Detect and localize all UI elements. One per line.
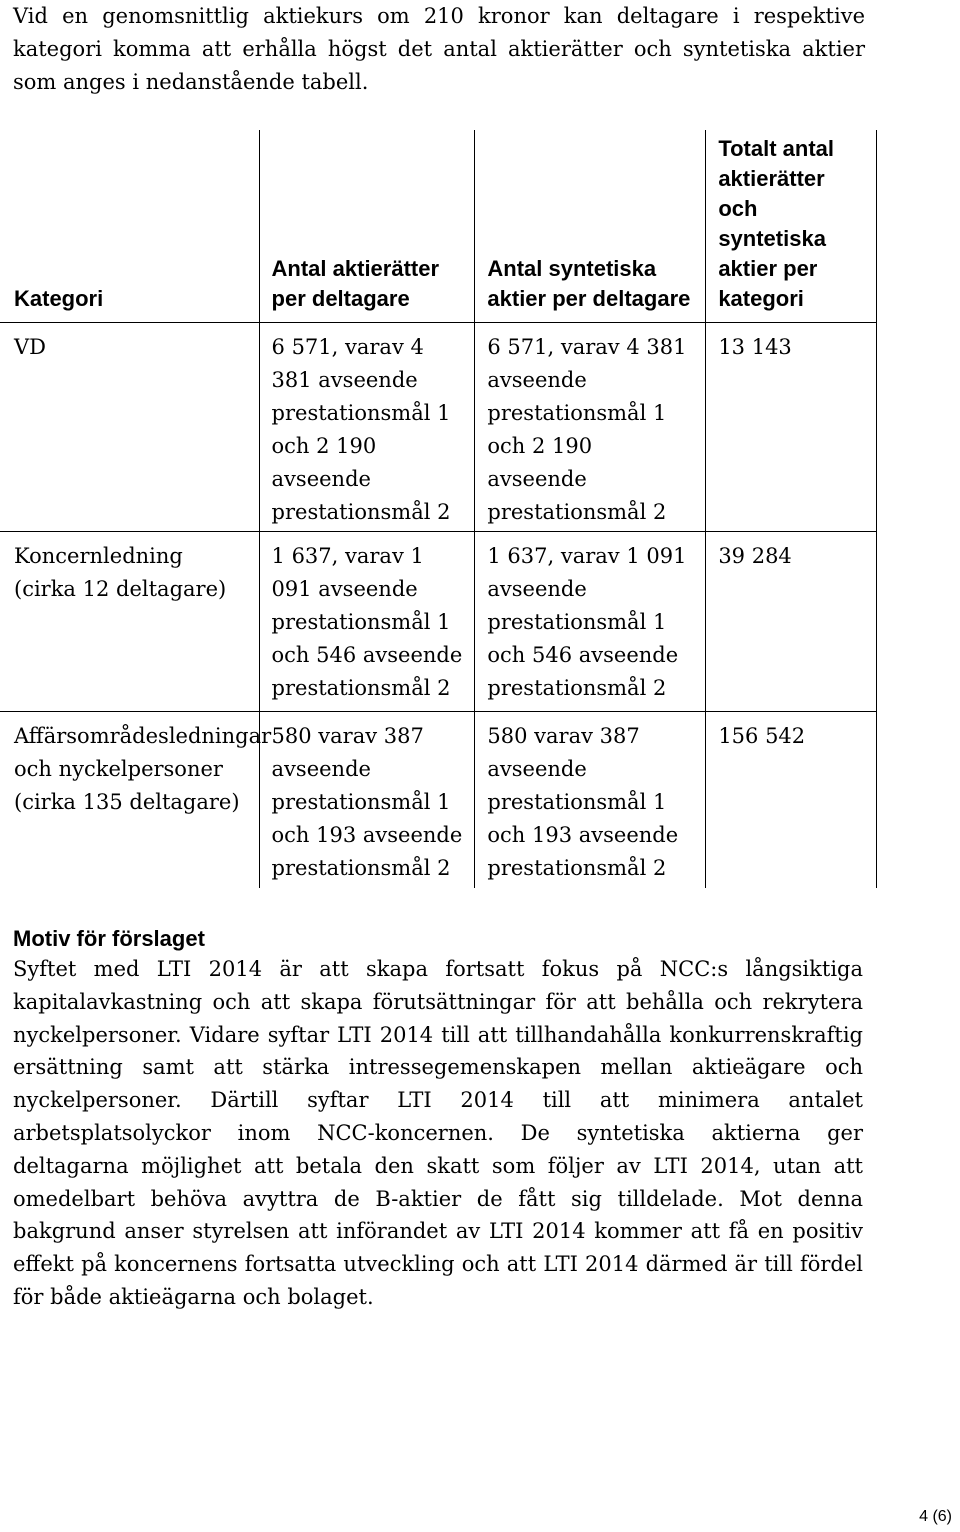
cell-aktierätter: 580 varav 387 avseende prestationsmål 1 och 193 avseende prestationsmål 2 (259, 711, 475, 888)
cell-totalt: 13 143 (706, 322, 877, 531)
section-heading: Motiv för förslaget (13, 926, 205, 951)
page-number: 4 (6) (919, 1508, 952, 1525)
table-row (0, 711, 877, 888)
cell-totalt: 39 284 (706, 531, 877, 711)
cell-aktierätter: 1 637, varav 1 091 avseende prestationsmål 1 och 546 avseende prestationsmål 2 (259, 531, 475, 711)
cell-kategori: Affärsområdesledningar och nyckelpersoner (cirka 135 deltagare) (0, 711, 259, 888)
intro-paragraph: Vid en genomsnittlig aktiekurs om 210 kronor kan deltagare i respektive kategori komma att erhålla högst det antal aktierätter och syntetiska aktier som anges i nedanstående tabell. (13, 4, 865, 94)
allocation-table (0, 130, 877, 888)
cell-aktierätter: 6 571, varav 4 381 avseende prestationsmål 1 och 2 190 avseende prestationsmål 2 (259, 322, 475, 531)
cell-kategori: VD (0, 322, 259, 531)
cell-syntetiska-aktier: 1 637, varav 1 091 avseende prestationsmål 1 och 546 avseende prestationsmål 2 (475, 531, 706, 711)
cell-kategori: Koncernledning (cirka 12 deltagare) (0, 531, 259, 711)
header-aktierätter: Antal aktierätter per deltagare (259, 130, 475, 322)
header-syntetiska-aktier: Antal syntetiska aktier per deltagare (475, 130, 706, 322)
cell-totalt: 156 542 (706, 711, 877, 888)
table-header-row (0, 130, 877, 322)
cell-syntetiska-aktier: 6 571, varav 4 381 avseende prestationsmål 1 och 2 190 avseende prestationsmål 2 (475, 322, 706, 531)
header-totalt: Totalt antal aktierätter och syntetiska aktier per kategori (706, 130, 877, 322)
header-kategori: Kategori (0, 130, 259, 322)
motiv-paragraph: Syftet med LTI 2014 är att skapa fortsatt fokus på NCC:s långsiktiga kapitalavkastning och att skapa förutsättningar för att behålla och rekrytera nyckelpersoner. Vidare syftar LTI 2014 till att tillhandahålla konkurrenskraftig ersättning samt att stärka intressegemenskapen mellan aktieägare och nyckelpersoner. Därtill syftar LTI 2014 till att minimera antalet arbetsplatsolyckor inom NCC-koncernen. De syntetiska aktierna ger deltagarna möjlighet att betala den skatt som följer av LTI 2014, utan att omedelbart behöva avyttra de B-aktier de fått sig tilldelade. Mot denna bakgrund anser styrelsen att införandet av LTI 2014 kommer att få en positiv effekt på koncernens fortsatta utveckling och att LTI 2014 därmed är till fördel för både aktieägarna och bolaget. (13, 957, 863, 1309)
cell-syntetiska-aktier: 580 varav 387 avseende prestationsmål 1 och 193 avseende prestationsmål 2 (475, 711, 706, 888)
table-row (0, 531, 877, 711)
table-row (0, 322, 877, 531)
